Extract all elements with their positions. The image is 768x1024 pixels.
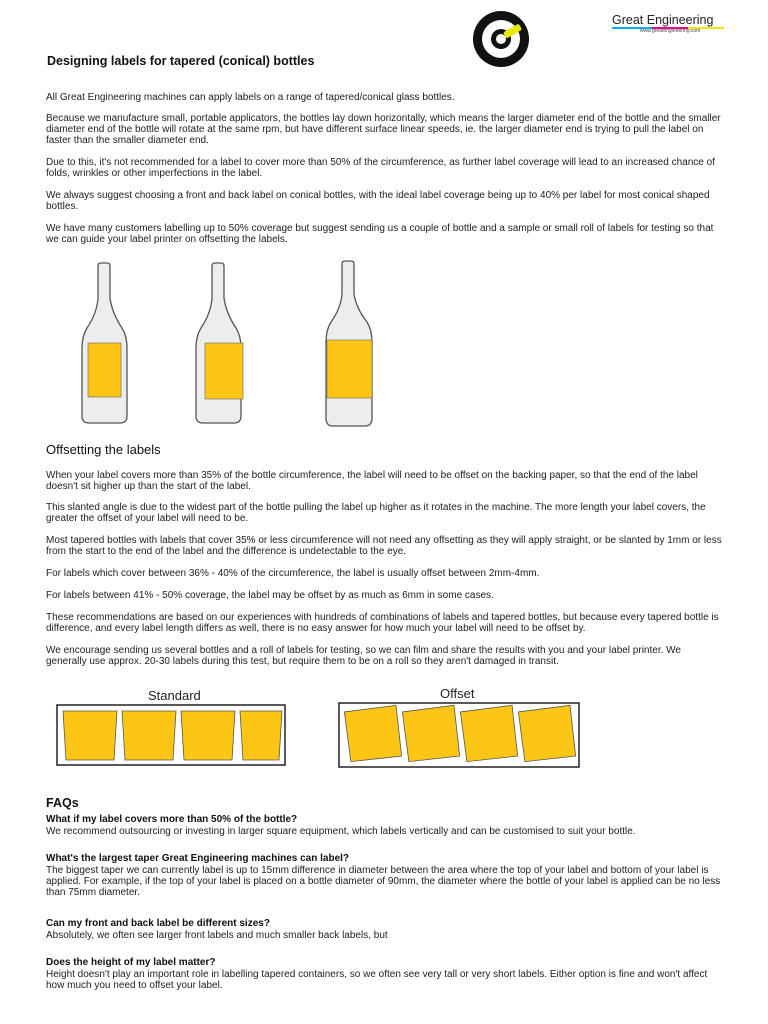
faq-question: What's the largest taper Great Engineering machines can label?	[46, 853, 350, 864]
intro-paragraph: Because we manufacture small, portable applicators, the bottles lay down horizontally, which means the larger diameter end of the bottle and the smaller diameter end of the bottle will rotate at the same rpm, but have different surface linear speeds, ie. the larger diameter end is trying to pull the label on faster than the smaller diameter end.	[46, 113, 721, 146]
offset-label-strip	[338, 702, 580, 768]
bottle-medium-label	[196, 263, 243, 423]
standard-label-strip	[56, 704, 286, 766]
offset-label	[460, 705, 518, 762]
great-engineering-logo	[467, 8, 531, 68]
offset-label	[344, 705, 402, 762]
standard-caption: Standard	[148, 688, 201, 703]
brand-url: www.greatengineering.com	[640, 28, 701, 34]
standard-label	[240, 711, 282, 760]
faqs-heading: FAQs	[46, 796, 79, 810]
page-title: Designing labels for tapered (conical) bottles	[47, 54, 315, 68]
intro-paragraph: We always suggest choosing a front and back label on conical bottles, with the ideal label coverage being up to 40% per label for most conical shaped bottles.	[46, 190, 710, 212]
offset-label	[518, 705, 576, 762]
faq-answer: Height doesn't play an important role in labelling tapered containers, so we often see very tall or very short labels. Either option is fine and won't affect how much you need to offset your label.	[46, 969, 708, 991]
brand-name: Great Engineering	[612, 13, 714, 27]
offset-paragraph: This slanted angle is due to the widest part of the bottle pulling the label up higher as it rotates in the machine. The more length your label covers, the greater the offset of your label will need to be.	[46, 502, 706, 524]
intro-paragraph: All Great Engineering machines can apply labels on a range of tapered/conical glass bottles.	[46, 92, 455, 103]
offset-paragraph: When your label covers more than 35% of the bottle circumference, the label will need to be offset on the backing paper, so that the end of the label doesn't sit higher up than the start of the label.	[46, 470, 698, 492]
logo-ring-center	[496, 34, 506, 44]
offset-label	[402, 705, 460, 762]
offset-paragraph: Most tapered bottles with labels that cover 35% or less circumference will not need any offsetting as they will apply straight, or be slanted by 1mm or less from the start to the end of the label and the difference is undetectable to the eye.	[46, 535, 722, 557]
faq-question: What if my label covers more than 50% of the bottle?	[46, 814, 298, 825]
faq-question: Does the height of my label matter?	[46, 957, 216, 968]
bottle-label	[88, 343, 121, 397]
faq-answer: Absolutely, we often see larger front labels and much smaller back labels, but	[46, 930, 388, 941]
section-heading-offsetting: Offsetting the labels	[46, 442, 161, 457]
bottle-small-label	[82, 263, 127, 423]
bottle-large-label	[326, 261, 372, 426]
bottle-label	[327, 340, 372, 398]
intro-paragraph: We have many customers labelling up to 50% coverage but suggest sending us a couple of bottle and a sample or small roll of labels for testing so that we can guide your label printer on offsetting the labels.	[46, 223, 714, 245]
offset-paragraph: We encourage sending us several bottles and a roll of labels for testing, so we can film and share the results with you and your label printer. We generally use approx. 20-30 labels during this test, but require them to be on a roll so they aren't damaged in transit.	[46, 645, 681, 667]
standard-label	[122, 711, 176, 760]
faq-question: Can my front and back label be different sizes?	[46, 918, 270, 929]
offset-paragraph: For labels which cover between 36% - 40% of the circumference, the label is usually offset between 2mm-4mm.	[46, 568, 540, 579]
offset-caption: Offset	[440, 686, 475, 701]
faq-answer: We recommend outsourcing or investing in larger square equipment, which labels vertically and can be customised to suit your bottle.	[46, 826, 636, 837]
faq-answer: The biggest taper we can currently label is up to 15mm difference in diameter between the area where the top of your label and bottom of your label is applied. For example, if the top of your label is placed on a bottle diameter of 90mm, the diameter where the bottle of your label is applied can be no less than 75mm diameter.	[46, 865, 721, 898]
bottles-illustration	[70, 258, 390, 430]
offset-paragraph: For labels between 41% - 50% coverage, the label may be offset by as much as 6mm in some cases.	[46, 590, 494, 601]
offset-paragraph: These recommendations are based on our experiences with hundreds of combinations of labels and tapered bottles, but because every tapered bottle is difference, and every label length differs as well, there is no easy answer for how much your label will need to be offset by.	[46, 612, 719, 634]
intro-paragraph: Due to this, it's not recommended for a label to cover more than 50% of the circumference, as further label coverage will lead to an increased chance of folds, wrinkles or other imperfections in the label.	[46, 157, 715, 179]
standard-label	[181, 711, 235, 760]
standard-label	[63, 711, 117, 760]
bottle-label	[205, 343, 243, 399]
